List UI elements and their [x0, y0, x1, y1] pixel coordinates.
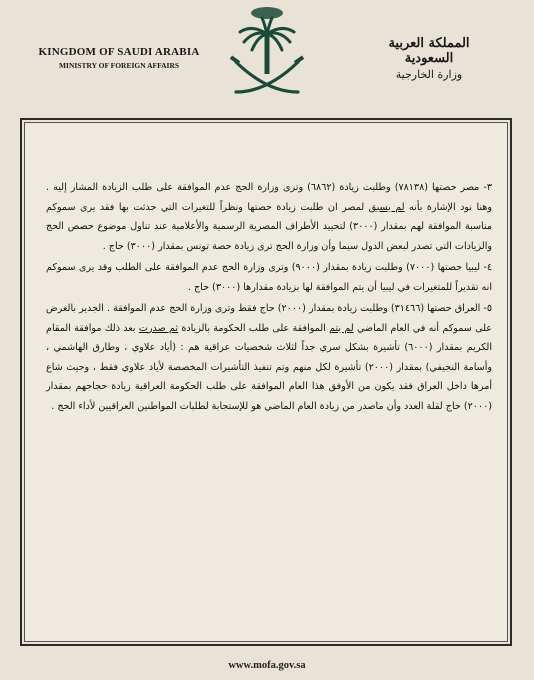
paragraph-egypt-part1: ٣- مصر حصتها (٧٨١٣٨) وطلبت زيادة (٦٨٦٢) وترى وزارة الحج عدم الموافقة على طلب الزيادة المشار إليه . وهنا نود الإشارة بأنه: [46, 182, 493, 213]
letterhead: [0, 0, 534, 112]
paragraph-iraq-underlined-1: لم يتم: [329, 322, 354, 334]
paragraph-iraq-part2: الموافقة على طلب الحكومة بالزيادة: [178, 322, 330, 334]
arabic-ministry-header: [364, 36, 494, 81]
paragraph-egypt-part2: لمصر ان طلبت زيادة حصتها ونظراً للتغيرات التي حدثت بها فقد يرى سموكم مناسبة الموافقة لهم بمقدار (٣٠٠٠) لتحييد الأطراف المصرية الرسمية والأعلامية عند تناول موضوع حصص الحج والزيادات التي تصدر لبعض الدول سيما وأن وزارة الحج ترى زيادة حصة تونس بمقدار (٣٠٠٠) حاج .: [46, 201, 492, 252]
arabic-kingdom-name: المملكة العربية السعودية: [388, 36, 470, 66]
paragraph-iraq-part1: ٥- العراق حصتها (٣١٤٦٦) وطلبت زيادة بمقدار (٢٠٠٠) حاج فقط وترى وزارة الحج عدم الموافقة . الجدير بالعرض على سموكم أنه في العام الماضي: [46, 303, 492, 334]
english-ministry-name: MINISTRY OF FOREIGN AFFAIRS: [58, 61, 180, 70]
paragraph-libya-text: ٤- ليبيا حصتها (٧٠٠٠) وطلبت زيادة بمقدار (٩٠٠٠) وترى وزارة الحج عدم الموافقة على الطلب وقد يرى سموكم انه تقديراً للمتغيرات في ليبيا أن يتم الموافقة لها بزيادة مقدارها (٣٠٠٠) حاج .: [46, 262, 493, 293]
paragraph-libya: [46, 258, 492, 297]
footer-website-url: www.mofa.gov.sa: [228, 660, 306, 671]
arabic-ministry-name: وزارة الخارجية: [395, 68, 463, 81]
paragraph-iraq-part3: بعد ذلك موافقة المقام الكريم بمقدار (٦٠٠٠) تأشيرة بشكل سري جداً لثلاث شخصيات عراقية هم : (أياد علاوي ، وطارق الهاشمي ، وأسامة النجيفي) بمقدار (٢٠٠٠) تأشيرة لكل منهم وتم تنفيذ التأشيرات المخصصة لأياد علاوي فقط ، وحيث شاع أمرها داخل العراق فقد يكون من الأوفق هذا العام الموافقة على طلب الحكومة العراقية زيادة حجاجهم بمقدار (٢٠٠٠) حاج لقلة العدد وأن ماصدر من زيادة العام الماضي هو للإستجابة لطلبات المواطنين العراقيين لأداء الحج .: [46, 322, 492, 412]
saudi-emblem-icon: [222, 4, 312, 104]
paragraph-egypt: [46, 178, 492, 256]
paragraph-egypt-underlined: لم يسبق: [368, 201, 405, 213]
english-ministry-header: [34, 46, 204, 70]
paragraph-iraq-underlined-2: ثم صدرت: [138, 322, 179, 334]
paragraph-iraq: [46, 299, 492, 416]
letter-body: [46, 178, 492, 418]
english-kingdom-name: KINGDOM OF SAUDI ARABIA: [38, 46, 200, 58]
